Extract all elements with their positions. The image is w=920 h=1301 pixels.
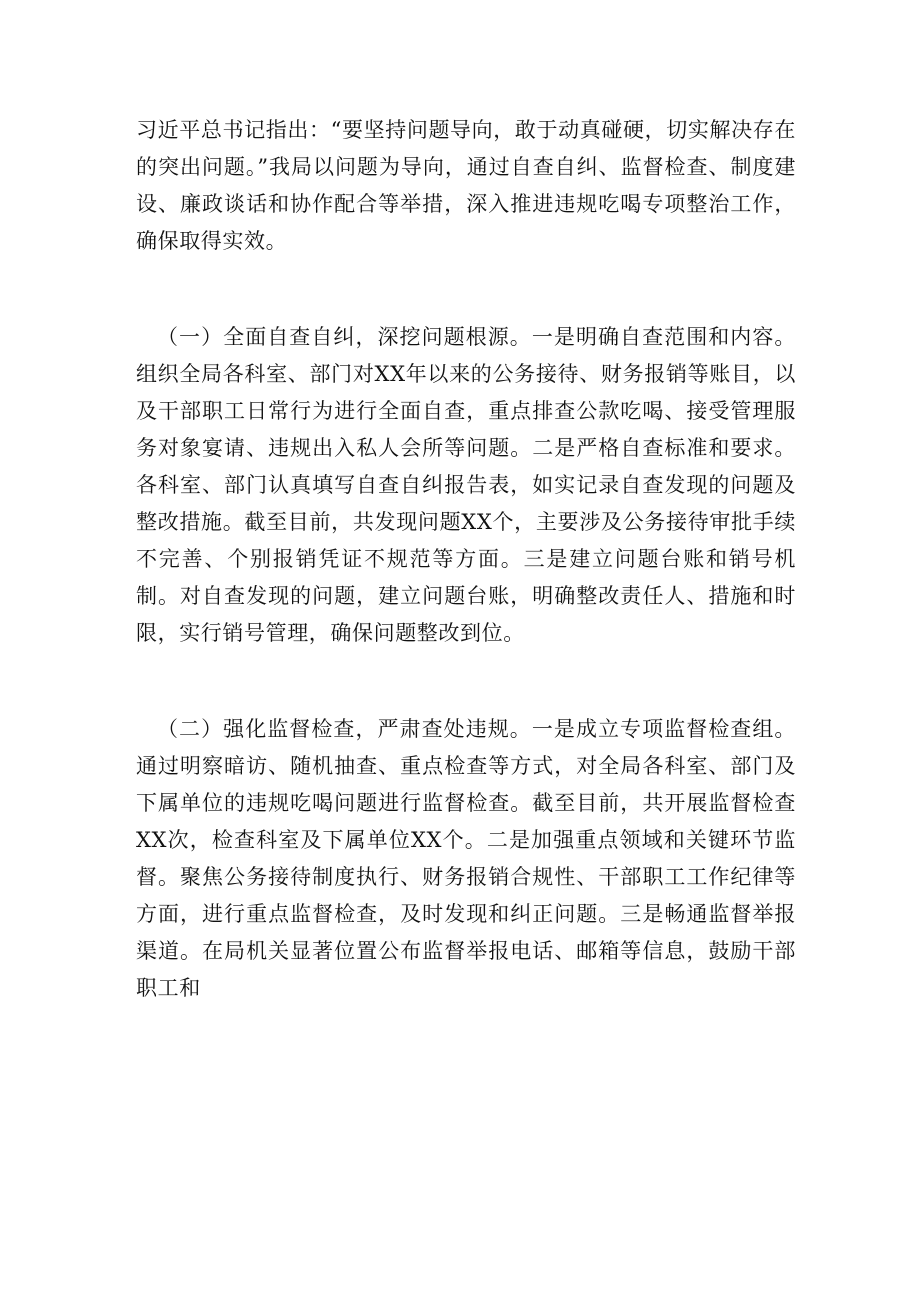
intro-paragraph: 习近平总书记指出：“要坚持问题导向，敢于动真碰硬，切实解决存在的突出问题。”我局以问题为导向，通过自查自纠、监督检查、制度建设、廉政谈话和协作配合等举措，深入推进违规吃喝专项整治工作，确保取得实效。: [136, 118, 796, 253]
document-body: [136, 112, 796, 1007]
section-two-paragraph: （二）强化监督检查，严肃查处违规。一是成立专项监督检查组。通过明察暗访、随机抽查、重点检查等方式，对全局各科室、部门及下属单位的违规吃喝问题进行监督检查。截至目前，共开展监督检查XX次，检查科室及下属单位XX个。二是加强重点领域和关键环节监督。聚焦公务接待制度执行、财务报销合规性、干部职工工作纪律等方面，进行重点监督检查，及时发现和纠正问题。三是畅通监督举报渠道。在局机关显著位置公布监督举报电话、邮箱等信息，鼓励干部职工和: [136, 717, 796, 1000]
section-one-paragraph: （一）全面自查自纠，深挖问题根源。一是明确自查范围和内容。组织全局各科室、部门对XX年以来的公务接待、财务报销等账目，以及干部职工日常行为进行全面自查，重点排查公款吃喝、接受管理服务对象宴请、违规出入私人会所等问题。二是严格自查标准和要求。各科室、部门认真填写自查自纠报告表，如实记录自查发现的问题及整改措施。截至目前，共发现问题XX个，主要涉及公务接待审批手续不完善、个别报销凭证不规范等方面。三是建立问题台账和销号机制。对自查发现的问题，建立问题台账，明确整改责任人、措施和时限，实行销号管理，确保问题整改到位。: [136, 325, 796, 645]
